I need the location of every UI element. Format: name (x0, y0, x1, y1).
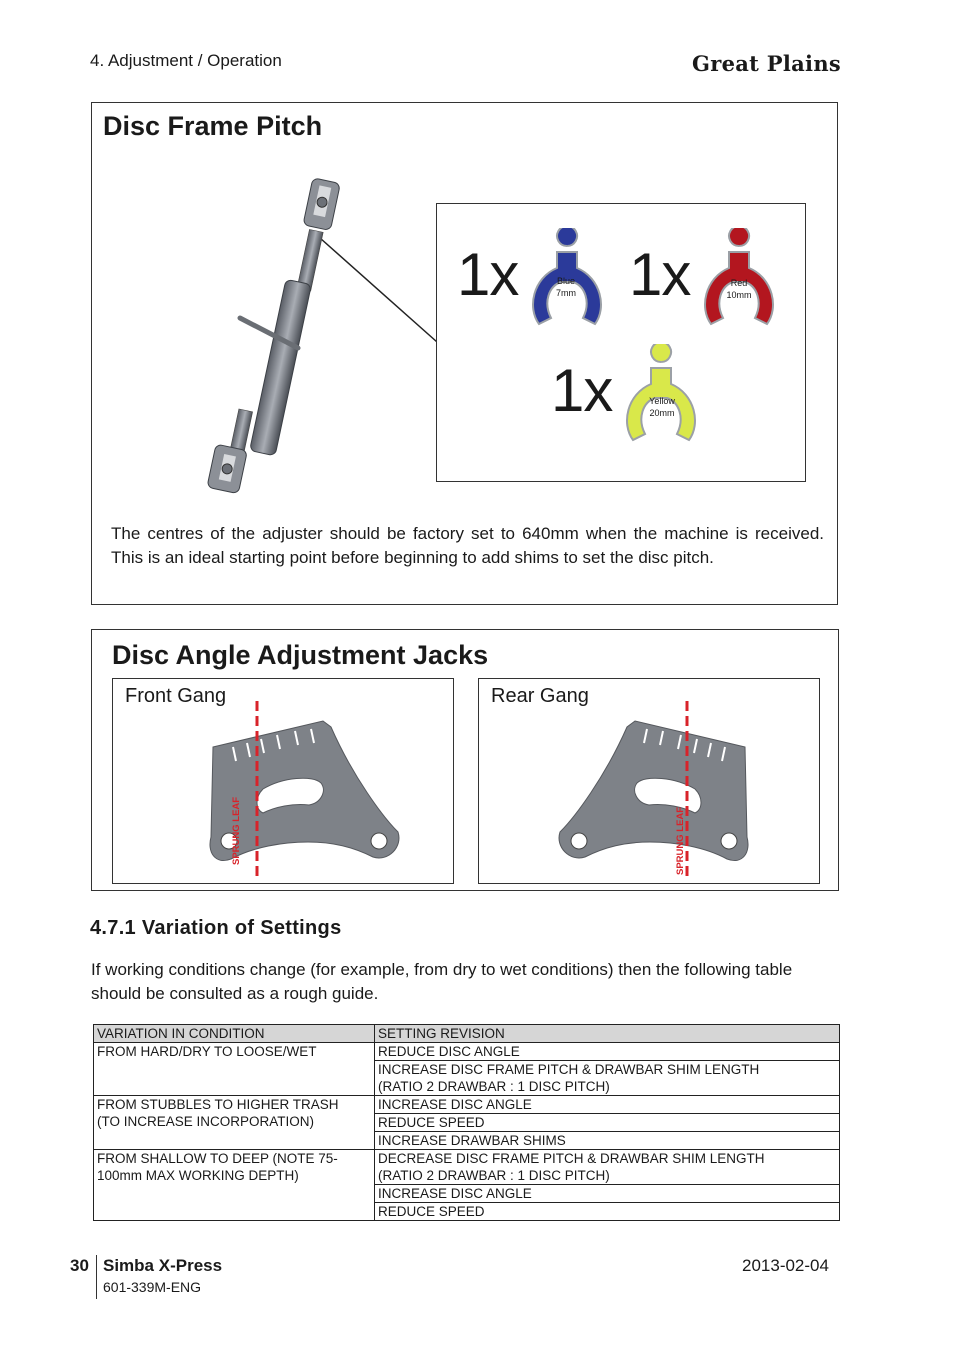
revision-cell (375, 1150, 840, 1185)
shim-label-blue (546, 275, 586, 299)
brand-logo: Great Plains (692, 51, 842, 76)
disc-angle-jacks-title: Disc Angle Adjustment Jacks (112, 640, 489, 670)
shim-label-red (719, 277, 759, 301)
revision-cell (375, 1061, 840, 1096)
revision-cell (375, 1043, 840, 1061)
footer-divider (96, 1255, 97, 1299)
condition-cell (94, 1043, 375, 1096)
revision-cell (375, 1185, 840, 1203)
revision-cell (375, 1132, 840, 1150)
front-gang-panel (112, 678, 454, 884)
revision-cell (375, 1203, 840, 1221)
disc-frame-pitch-description: The centres of the adjuster should be factory set to 640mm when the machine is received. This is an ideal starting point before beginning to add shims to set the disc pitch. (111, 524, 824, 567)
revision-line: REDUCE SPEED (378, 1115, 485, 1130)
footer-doc-number: 601-339M-ENG (103, 1279, 202, 1295)
shim-size-blue: 7mm (556, 288, 576, 298)
revision-line: INCREASE DISC ANGLE (378, 1186, 532, 1201)
front-sprung-leaf-label: SPRUNG LEAF (231, 796, 242, 865)
footer-product: Simba X-Press (103, 1256, 223, 1275)
revision-cell (375, 1096, 840, 1114)
rear-gang-panel (478, 678, 820, 884)
front-gang-title: Front Gang (125, 685, 227, 707)
variation-settings-table (93, 1024, 840, 1221)
revision-line: REDUCE SPEED (378, 1204, 485, 1219)
revision-line: INCREASE DISC FRAME PITCH & DRAWBAR SHIM LENGTH (378, 1062, 760, 1077)
condition-line: FROM STUBBLES TO HIGHER TRASH (97, 1097, 339, 1112)
rear-gang-title: Rear Gang (491, 685, 589, 707)
variation-heading: 4.7.1 Variation of Settings (90, 917, 342, 939)
table-header-row (94, 1025, 840, 1043)
footer-date: 2013-02-04 (742, 1256, 829, 1275)
table-row (94, 1096, 840, 1114)
shim-kit-panel (436, 203, 806, 482)
revision-line: REDUCE DISC ANGLE (378, 1044, 520, 1059)
shim-color-yellow: Yellow (649, 396, 675, 406)
revision-cell (375, 1114, 840, 1132)
disc-frame-pitch-title: Disc Frame Pitch (103, 111, 323, 141)
revision-line: INCREASE DRAWBAR SHIMS (378, 1133, 566, 1148)
table-header-cell: SETTING REVISION (375, 1025, 840, 1043)
front-sprung-leaf-line (251, 701, 263, 879)
adjuster-illustration (180, 170, 450, 500)
revision-line: (RATIO 2 DRAWBAR : 1 DISC PITCH) (378, 1168, 610, 1183)
table-header-cell: VARIATION IN CONDITION (94, 1025, 375, 1043)
revision-line: (RATIO 2 DRAWBAR : 1 DISC PITCH) (378, 1079, 610, 1094)
condition-line: FROM HARD/DRY TO LOOSE/WET (97, 1044, 317, 1059)
table-row (94, 1043, 840, 1061)
revision-line: DECREASE DISC FRAME PITCH & DRAWBAR SHIM LENGTH (378, 1151, 765, 1166)
shim-multiplier-yellow: 1x (551, 357, 613, 424)
rear-gang-bracket-illustration (545, 717, 755, 867)
page-number: 30 (70, 1256, 89, 1275)
condition-cell (94, 1096, 375, 1150)
shim-color-red: Red (730, 278, 748, 288)
shim-label-yellow (642, 395, 682, 419)
condition-line: (TO INCREASE INCORPORATION) (97, 1114, 315, 1129)
shim-multiplier-blue: 1x (457, 241, 519, 308)
shim-color-blue: Blue (556, 276, 575, 286)
variation-intro: If working conditions change (for example, from dry to wet conditions) then the following table should be consulted as a rough guide. (91, 960, 793, 1003)
condition-line: FROM SHALLOW TO DEEP (NOTE 75- (97, 1151, 338, 1166)
revision-line: INCREASE DISC ANGLE (378, 1097, 532, 1112)
condition-line: 100mm MAX WORKING DEPTH) (97, 1168, 299, 1183)
shim-multiplier-red: 1x (629, 241, 691, 308)
section-label: 4. Adjustment / Operation (90, 51, 282, 70)
condition-cell (94, 1150, 375, 1221)
shim-size-yellow: 20mm (649, 408, 675, 418)
rear-sprung-leaf-label: SPRUNG LEAF (675, 806, 686, 875)
shim-size-red: 10mm (726, 290, 752, 300)
